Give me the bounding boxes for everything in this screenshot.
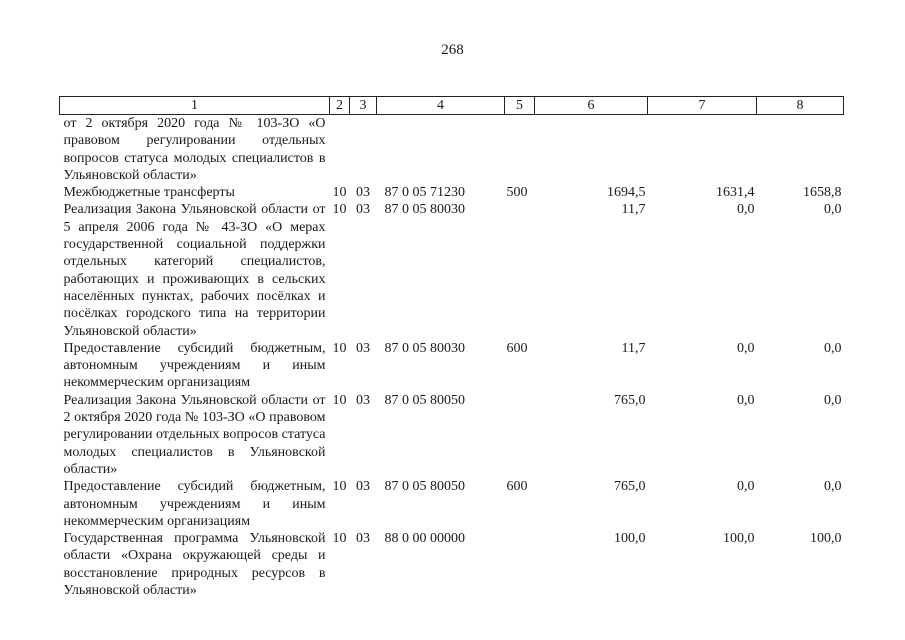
row-target-code: 87 0 05 80030 [384,340,465,356]
row-section: 10 [332,340,347,356]
column-header: 1 [60,97,330,115]
row-value-6: 765,0 [614,479,646,495]
column-header: 2 [330,97,350,115]
row-name: Предоставление субсидий бюджетным, автономным учреждениям и иным некоммерческим организациям [63,340,326,391]
row-value-7: 100,0 [723,531,755,547]
row-value-8: 0,0 [824,392,842,408]
page-number: 268 [441,42,464,58]
row-section: 10 [332,202,347,218]
row-value-7: 0,0 [737,479,755,495]
row-value-6: 1694,5 [607,185,646,201]
table-row [60,340,844,392]
row-value-7: 0,0 [737,202,755,218]
table-row [60,392,844,478]
row-name: Предоставление субсидий бюджетным, автономным учреждениям и иным некоммерческим организациям [63,479,326,529]
header-row [60,97,844,115]
row-section: 10 [332,185,347,201]
row-value-8: 0,0 [824,340,842,356]
row-expense-type [505,392,535,478]
row-subsection: 03 [356,479,370,495]
row-subsection [350,115,377,185]
column-header: 8 [757,97,844,115]
row-value-7: 0,0 [737,340,755,356]
row-value-6 [535,115,648,185]
row-expense-type: 500 [506,185,528,201]
row-target-code: 87 0 05 80050 [384,479,465,495]
row-target-code [377,115,505,185]
column-header: 4 [377,97,505,115]
row-subsection: 03 [356,531,370,547]
table-row [60,530,844,599]
row-value-6: 765,0 [614,392,646,408]
row-target-code: 87 0 05 71230 [384,185,465,201]
row-name: Реализация Закона Ульяновской области от 5 апреля 2006 года № 43-ЗО «О мерах государственной социальной поддержки отдельных категорий специалистов, работающих и проживающих в сельских населённых пунктах, рабочих посёлках и посёлках городского типа на территории Ульяновской области» [63,202,326,339]
row-section [330,115,350,185]
row-name: Межбюджетные трансферты [63,185,235,201]
row-name: от 2 октября 2020 года № 103-ЗО «О правовом регулировании отдельных вопросов статуса молодых специалистов в Ульяновской области» [63,116,326,183]
table-row [60,478,844,530]
row-section: 10 [332,479,347,495]
row-value-7: 1631,4 [716,185,755,201]
row-target-code: 87 0 05 80030 [384,202,465,218]
row-expense-type: 600 [506,340,528,356]
column-header: 5 [505,97,535,115]
column-header: 3 [350,97,377,115]
row-value-8: 1658,8 [803,185,842,201]
row-target-code: 87 0 05 80050 [384,392,465,408]
row-name: Государственная программа Ульяновской области «Охрана окружающей среды и восстановление природных ресурсов в Ульяновской области» [63,531,326,599]
row-value-8 [757,115,844,185]
row-expense-type [505,201,535,339]
table-row [60,184,844,201]
row-value-7 [648,115,757,185]
budget-table [59,96,844,599]
row-value-6: 100,0 [614,531,646,547]
column-header: 6 [535,97,648,115]
row-section: 10 [332,392,347,408]
row-expense-type [505,115,535,185]
row-value-7: 0,0 [737,392,755,408]
row-subsection: 03 [356,340,370,356]
column-header: 7 [648,97,757,115]
row-value-6: 11,7 [621,202,646,218]
row-name: Реализация Закона Ульяновской области от 2 октября 2020 года № 103-ЗО «О правовом регулировании отдельных вопросов статуса молодых специалистов в Ульяновской области» [63,392,326,477]
table-row [60,115,844,185]
row-value-8: 0,0 [824,202,842,218]
row-section: 10 [332,531,347,547]
row-expense-type [505,530,535,599]
row-value-8: 0,0 [824,479,842,495]
row-value-6: 11,7 [621,340,646,356]
row-expense-type: 600 [506,479,528,495]
row-value-8: 100,0 [810,531,842,547]
row-subsection: 03 [356,202,370,218]
row-subsection: 03 [356,392,370,408]
table-row [60,201,844,339]
row-subsection: 03 [356,185,370,201]
row-target-code: 88 0 00 00000 [384,531,465,547]
